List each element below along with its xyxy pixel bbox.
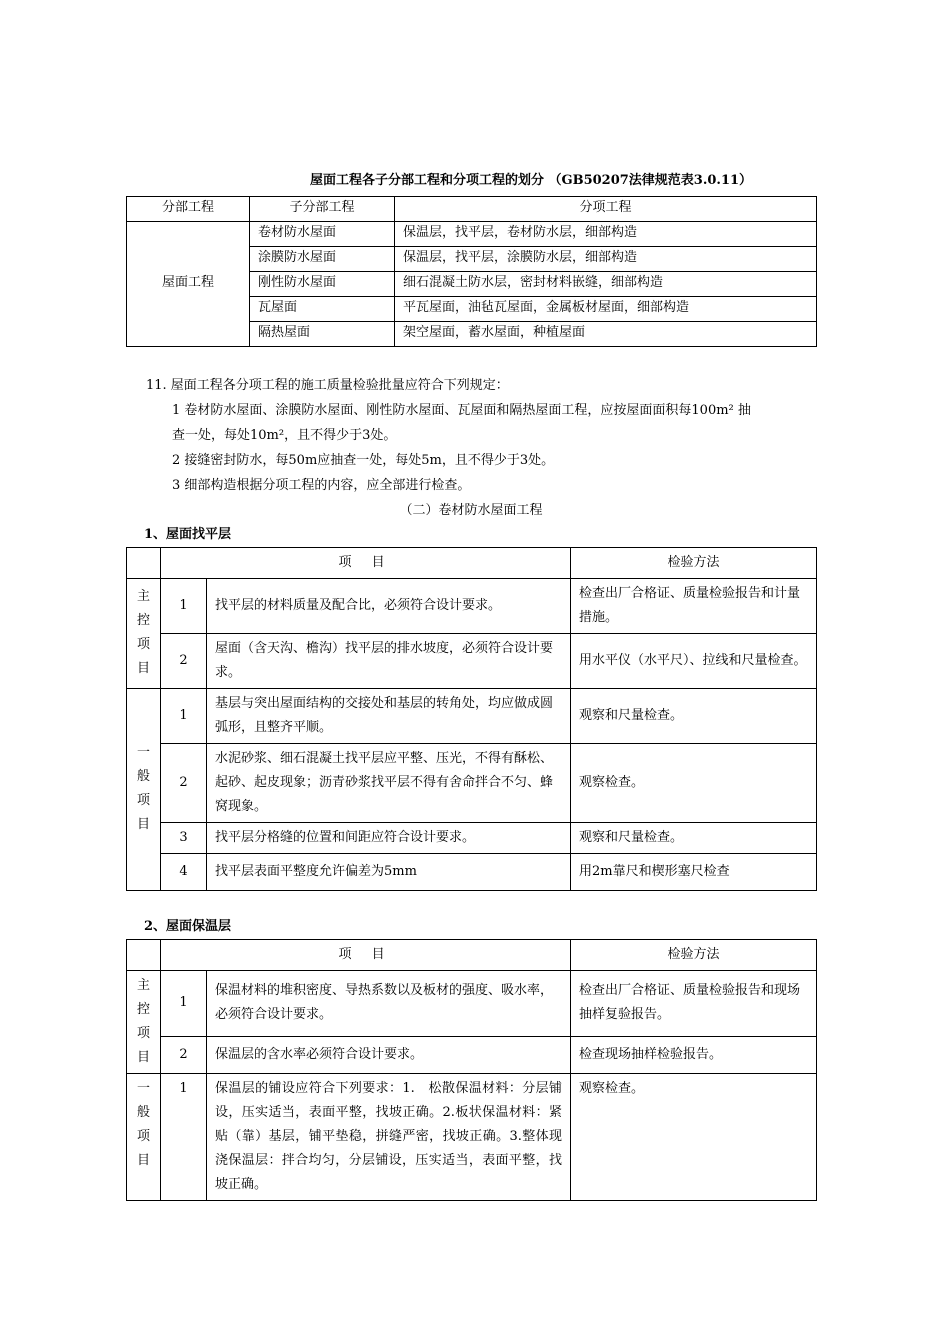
row-number: 4: [161, 853, 207, 890]
sub-cell: 涂膜防水屋面: [250, 246, 395, 271]
items-cell: 平瓦屋面，油毡瓦屋面，金属板材屋面，细部构造: [395, 296, 817, 321]
header-subdivision: 子分部工程: [250, 196, 395, 221]
table-header-row: [127, 939, 817, 970]
table-header-row: [127, 547, 817, 578]
header-items: 分项工程: [395, 196, 817, 221]
section1-title: 1、屋面找平层: [144, 526, 232, 542]
method-cell: 观察检查。: [571, 1073, 817, 1200]
table-row: [127, 970, 817, 1036]
table-row: [127, 822, 817, 853]
row-number: 2: [161, 1036, 207, 1073]
method-cell: 观察和尺量检查。: [571, 822, 817, 853]
header-item: 项 目: [161, 547, 571, 578]
item-cell: 找平层表面平整度允许偏差为5mm: [207, 853, 571, 890]
row-number: 3: [161, 822, 207, 853]
section2-title: 2、屋面保温层: [144, 918, 232, 934]
method-cell: 观察检查。: [571, 743, 817, 822]
group-main-label: 主 控 项 目: [127, 970, 161, 1073]
items-cell: 保温层，找平层，涂膜防水层，细部构造: [395, 246, 817, 271]
notes-block: [126, 373, 816, 498]
table-row: [127, 633, 817, 688]
table-row: [127, 688, 817, 743]
table-header-row: [127, 196, 817, 221]
blank-cell: [127, 547, 161, 578]
method-cell: 观察和尺量检查。: [571, 688, 817, 743]
item-cell: 屋面（含天沟、檐沟）找平层的排水坡度，必须符合设计要求。: [207, 633, 571, 688]
row-number: 1: [161, 970, 207, 1036]
header-method: 检验方法: [571, 547, 817, 578]
blank-cell: [127, 939, 161, 970]
items-cell: 架空屋面，蓄水屋面，种植屋面: [395, 321, 817, 346]
sub-cell: 刚性防水屋面: [250, 271, 395, 296]
subsection-title: （二）卷材防水屋面工程: [399, 502, 543, 518]
document-page: [126, 172, 816, 1201]
row-number: 2: [161, 743, 207, 822]
method-cell: 检查现场抽样检验报告。: [571, 1036, 817, 1073]
table-row: [127, 1073, 817, 1200]
division-table: [126, 196, 817, 347]
method-cell: 检查出厂合格证、质量检验报告和计量措施。: [571, 578, 817, 633]
sub-cell: 瓦屋面: [250, 296, 395, 321]
items-cell: 保温层，找平层，卷材防水层，细部构造: [395, 221, 817, 246]
header-division: 分部工程: [127, 196, 250, 221]
note-line: 1 卷材防水屋面、涂膜防水屋面、刚性防水屋面、瓦屋面和隔热屋面工程，应按屋面面积每100m² 抽: [172, 402, 751, 418]
group-main-label: 主 控 项 目: [127, 578, 161, 688]
leveling-layer-table: [126, 547, 817, 891]
group-general-label: 一 般 项 目: [127, 688, 161, 890]
header-method: 检验方法: [571, 939, 817, 970]
table-row: [127, 578, 817, 633]
spacer: [126, 891, 816, 915]
table-row: [127, 853, 817, 890]
items-cell: 细石混凝土防水层，密封材料嵌缝，细部构造: [395, 271, 817, 296]
division-cell: 屋面工程: [127, 221, 250, 346]
sub-cell: 隔热屋面: [250, 321, 395, 346]
notes-heading: 11. 屋面工程各分项工程的施工质量检验批量应符合下列规定：: [146, 377, 509, 393]
item-cell: 基层与突出屋面结构的交接处和基层的转角处，均应做成圆弧形，且整齐平顺。: [207, 688, 571, 743]
insulation-layer-table: [126, 939, 817, 1201]
item-cell: 水泥砂浆、细石混凝土找平层应平整、压光，不得有酥松、起砂、起皮现象；沥青砂浆找平层不得有舍命拌合不匀、蜂窝现象。: [207, 743, 571, 822]
method-cell: 用水平仪（水平尺）、拉线和尺量检查。: [571, 633, 817, 688]
row-number: 2: [161, 633, 207, 688]
row-number: 1: [161, 688, 207, 743]
table1-title: 屋面工程各子分部工程和分项工程的划分 （GB50207法律规范表3.0.11）: [309, 173, 753, 188]
note-line: 3 细部构造根据分项工程的内容，应全部进行检查。: [172, 477, 471, 493]
method-cell: 用2m靠尺和楔形塞尺检查: [571, 853, 817, 890]
header-item: 项 目: [161, 939, 571, 970]
method-cell: 检查出厂合格证、质量检验报告和现场抽样复验报告。: [571, 970, 817, 1036]
item-cell: 保温层的含水率必须符合设计要求。: [207, 1036, 571, 1073]
row-number: 1: [161, 578, 207, 633]
item-cell: 找平层的材料质量及配合比，必须符合设计要求。: [207, 578, 571, 633]
group-general-label: 一 般 项 目: [127, 1073, 161, 1200]
table-row: [127, 743, 817, 822]
row-number: 1: [161, 1073, 207, 1200]
item-cell: 找平层分格缝的位置和间距应符合设计要求。: [207, 822, 571, 853]
note-line: 2 接缝密封防水，每50m应抽查一处，每处5m，且不得少于3处。: [172, 452, 555, 468]
sub-cell: 卷材防水屋面: [250, 221, 395, 246]
table-row: [127, 1036, 817, 1073]
table-row: [127, 221, 817, 246]
note-line: 查一处，每处10m²，且不得少于3处。: [172, 427, 397, 443]
item-cell: 保温材料的堆积密度、导热系数以及板材的强度、吸水率，必须符合设计要求。: [207, 970, 571, 1036]
item-cell: 保温层的铺设应符合下列要求：1. 松散保温材料：分层铺设，压实适当，表面平整，找坡正确。2.板状保温材料：紧贴（靠）基层，铺平垫稳，拼缝严密，找坡正确。3.整体现浇保温层：拌合均匀，分层铺设，压实适当，表面平整，找坡正确。: [207, 1073, 571, 1200]
